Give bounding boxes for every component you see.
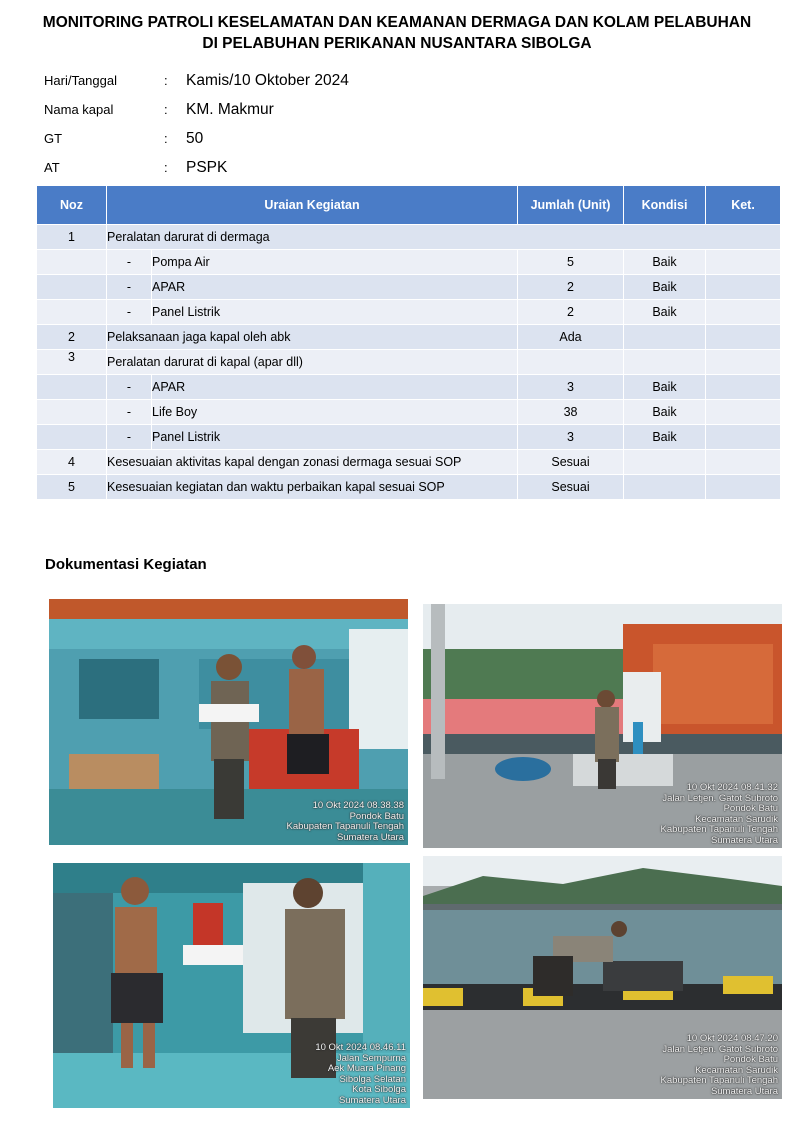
cell-ket: [706, 475, 781, 500]
stamp-line: 10 Okt 2024 08.46.11: [315, 1042, 406, 1053]
stamp-line: Kecamatan Sarudik: [695, 1064, 778, 1076]
photo-stamp: [661, 783, 778, 846]
cell-jumlah: Ada: [518, 325, 624, 350]
info-value: KM. Makmur: [186, 100, 274, 118]
cell-uraian: Peralatan darurat di dermaga: [107, 225, 781, 250]
table-row: [37, 400, 781, 425]
cell-no: [37, 425, 107, 450]
stamp-line: Aek Muara Pinang: [327, 1063, 406, 1074]
stamp-line: Jalan Letjen. Gatot Subroto: [662, 792, 778, 804]
table-row: [37, 425, 781, 450]
stamp-line: Pondok Batu: [723, 1054, 778, 1065]
cell-dash: -: [107, 300, 152, 325]
table-row: [37, 250, 781, 275]
stamp-line: Kota Sibolga: [352, 1084, 406, 1095]
table-row: [37, 225, 781, 250]
stamp-line: Kabupaten Tapanuli Tengah: [660, 1075, 778, 1086]
documentation-title: Dokumentasi Kegiatan: [45, 556, 207, 573]
info-row-date: [44, 66, 349, 95]
stamp-line: 10 Okt 2024 08.47.20: [686, 1033, 778, 1044]
photo-ship-cabin-inspection: [49, 599, 408, 845]
cell-uraian: Pelaksanaan jaga kapal oleh abk: [107, 325, 518, 350]
cell-ket: [706, 325, 781, 350]
cell-item: Panel Listrik: [152, 425, 518, 450]
table-row: [37, 450, 781, 475]
cell-dash: -: [107, 250, 152, 275]
table-row: [37, 350, 781, 375]
title-line-1: MONITORING PATROLI KESELAMATAN DAN KEAMANAN DERMAGA DAN KOLAM PELABUHAN: [42, 14, 752, 31]
title-line-2: DI PELABUHAN PERIKANAN NUSANTARA SIBOLGA: [202, 35, 592, 52]
photo-stamp: [287, 801, 404, 843]
stamp-line: 10 Okt 2024 08.38.38: [312, 800, 404, 811]
cell-uraian: Peralatan darurat di kapal (apar dll): [107, 350, 518, 375]
cell-jumlah: 3: [518, 375, 624, 400]
stamp-line: Sumatera Utara: [338, 1094, 406, 1106]
page-title: [0, 12, 794, 54]
cell-uraian: Kesesuaian kegiatan dan waktu perbaikan kapal sesuai SOP: [107, 475, 518, 500]
stamp-line: Sumatera Utara: [710, 1085, 778, 1097]
photo-crew-interview: [53, 863, 410, 1108]
info-row-ship: [44, 95, 349, 124]
cell-jumlah: 5: [518, 250, 624, 275]
info-value: PSPK: [186, 158, 228, 176]
cell-jumlah: 2: [518, 275, 624, 300]
cell-no: [37, 300, 107, 325]
info-colon: :: [164, 131, 168, 146]
info-value: 50: [186, 129, 204, 147]
activity-table: [36, 185, 781, 500]
header-uraian: Uraian Kegiatan: [107, 186, 518, 225]
info-label: AT: [44, 160, 60, 175]
cell-jumlah: [518, 350, 624, 375]
cell-item: APAR: [152, 275, 518, 300]
cell-ket: [706, 450, 781, 475]
cell-kondisi: Baik: [624, 375, 706, 400]
table-row: [37, 325, 781, 350]
stamp-line: Sibolga Selatan: [339, 1073, 406, 1085]
cell-kondisi: [624, 325, 706, 350]
cell-item: Life Boy: [152, 400, 518, 425]
stamp-line: Kecamatan Sarudik: [695, 813, 778, 825]
table-row: [37, 475, 781, 500]
stamp-line: Jalan Letjen. Gatot Subroto: [662, 1043, 778, 1055]
photo-stamp: [661, 1034, 778, 1097]
cell-jumlah: 38: [518, 400, 624, 425]
cell-jumlah: 3: [518, 425, 624, 450]
cell-item: Panel Listrik: [152, 300, 518, 325]
cell-jumlah: Sesuai: [518, 475, 624, 500]
cell-item: APAR: [152, 375, 518, 400]
info-value: Kamis/10 Oktober 2024: [186, 71, 349, 89]
info-label: Nama kapal: [44, 102, 114, 117]
cell-jumlah: 2: [518, 300, 624, 325]
cell-dash: -: [107, 375, 152, 400]
cell-ket: [706, 375, 781, 400]
stamp-line: Sumatera Utara: [336, 831, 404, 843]
photo-dock-panel-inspection: [423, 604, 782, 848]
cell-ket: [706, 350, 781, 375]
stamp-line: Sumatera Utara: [710, 834, 778, 846]
cell-item: Pompa Air: [152, 250, 518, 275]
cell-kondisi: Baik: [624, 400, 706, 425]
info-colon: :: [164, 102, 168, 117]
header-jumlah: Jumlah (Unit): [518, 186, 624, 225]
info-row-gt: [44, 124, 349, 153]
cell-no: 5: [37, 475, 107, 500]
cell-no: 2: [37, 325, 107, 350]
stamp-line: Kabupaten Tapanuli Tengah: [660, 824, 778, 835]
info-label: GT: [44, 131, 63, 146]
info-row-at: [44, 153, 349, 182]
stamp-line: Kabupaten Tapanuli Tengah: [286, 821, 404, 832]
stamp-line: 10 Okt 2024 08.41.32: [686, 782, 778, 793]
table-row: [37, 275, 781, 300]
cell-ket: [706, 400, 781, 425]
cell-kondisi: Baik: [624, 250, 706, 275]
cell-no: 3: [37, 350, 107, 375]
info-label: Hari/Tanggal: [44, 73, 117, 88]
stamp-line: Pondok Batu: [723, 803, 778, 814]
cell-kondisi: Baik: [624, 275, 706, 300]
cell-kondisi: [624, 350, 706, 375]
cell-ket: [706, 425, 781, 450]
cell-dash: -: [107, 275, 152, 300]
cell-no: [37, 275, 107, 300]
stamp-line: Pondok Batu: [349, 810, 404, 822]
cell-dash: -: [107, 400, 152, 425]
cell-no: 1: [37, 225, 107, 250]
cell-uraian: Kesesuaian aktivitas kapal dengan zonasi dermaga sesuai SOP: [107, 450, 518, 475]
header-kondisi: Kondisi: [624, 186, 706, 225]
cell-kondisi: Baik: [624, 425, 706, 450]
header-ket: Ket.: [706, 186, 781, 225]
cell-kondisi: [624, 450, 706, 475]
cell-no: [37, 400, 107, 425]
info-colon: :: [164, 160, 168, 175]
info-colon: :: [164, 73, 168, 88]
table-header-row: [37, 186, 781, 225]
cell-no: [37, 250, 107, 275]
photo-pier-inspection: [423, 856, 782, 1099]
table-row: [37, 300, 781, 325]
header-no: Noz: [37, 186, 107, 225]
info-block: [44, 66, 349, 182]
cell-ket: [706, 300, 781, 325]
cell-jumlah: Sesuai: [518, 450, 624, 475]
photo-stamp: [315, 1043, 406, 1106]
cell-kondisi: [624, 475, 706, 500]
cell-ket: [706, 275, 781, 300]
cell-no: 4: [37, 450, 107, 475]
cell-kondisi: Baik: [624, 300, 706, 325]
cell-dash: -: [107, 425, 152, 450]
cell-no: [37, 375, 107, 400]
table-row: [37, 375, 781, 400]
cell-ket: [706, 250, 781, 275]
stamp-line: Jalan Sempurna: [336, 1052, 406, 1064]
